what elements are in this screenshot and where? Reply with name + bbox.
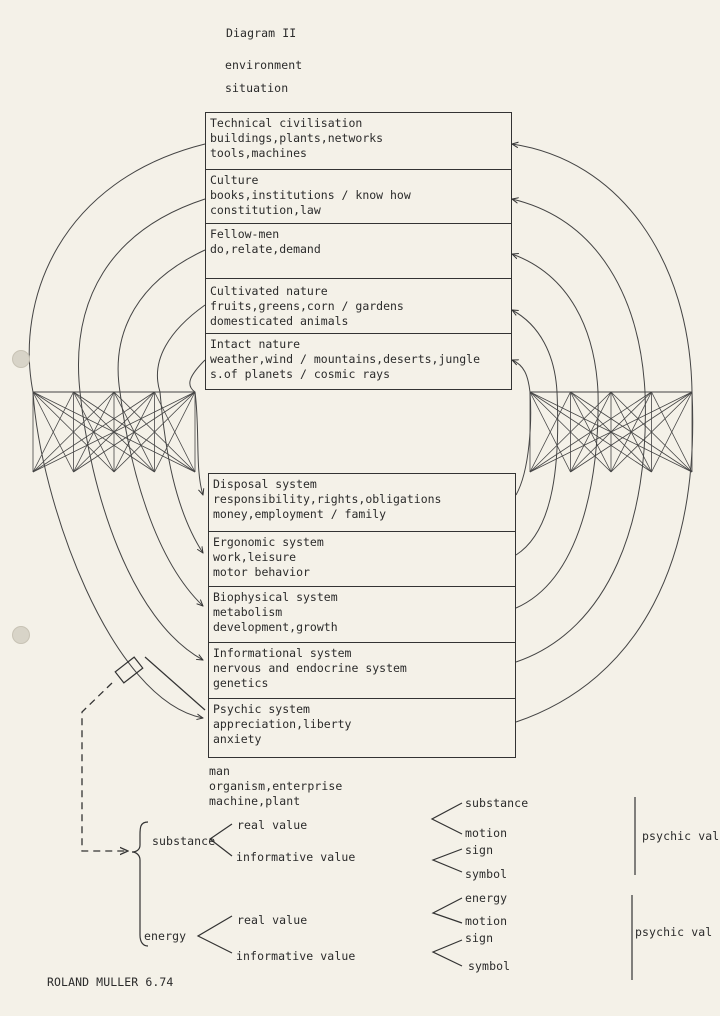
sys-line: appreciation,liberty — [213, 717, 352, 731]
tree-informative-value-1: informative value — [236, 850, 356, 864]
env-line: s.of planets / cosmic rays — [210, 367, 391, 381]
sys-line: responsibility,rights,obligations — [213, 492, 442, 506]
sys-title: Ergonomic system — [213, 535, 324, 549]
tree-informative-value-2: informative value — [236, 949, 356, 963]
left-arc-1 — [29, 144, 205, 718]
env-title: Technical civilisation — [210, 116, 363, 130]
sys-line: genetics — [213, 676, 269, 690]
env-line: weather,wind / mountains,deserts,jungle — [210, 352, 481, 366]
env-fellow-men — [206, 223, 511, 278]
sys-title: Psychic system — [213, 702, 310, 716]
env-line: buildings,plants,networks — [210, 131, 384, 145]
man-machine-label: machine,plant — [209, 794, 301, 808]
right-arc-3 — [512, 254, 598, 608]
env-title: Culture — [210, 173, 259, 187]
sys-line: motor behavior — [213, 565, 310, 579]
tree-real-value-2: real value — [237, 913, 308, 927]
tree-substance: substance — [152, 834, 216, 848]
sys-line: nervous and endocrine system — [213, 661, 407, 675]
sys-biophysical — [209, 586, 515, 642]
sys-title: Disposal system — [213, 477, 317, 491]
env-line: do,relate,demand — [210, 242, 321, 256]
header-environment: environment — [225, 58, 303, 72]
classification-tree — [132, 797, 635, 980]
punch-hole-top — [12, 350, 30, 368]
man-label: man — [209, 764, 231, 778]
tree-energy: energy — [144, 929, 187, 943]
tree-sign-2: sign — [465, 931, 494, 945]
diagram-title: Diagram II — [226, 26, 297, 40]
sys-line: anxiety — [213, 732, 262, 746]
tree-motion-2: motion — [465, 914, 508, 928]
tree-sign-1: sign — [465, 843, 494, 857]
punch-hole-bottom — [12, 626, 30, 644]
env-culture — [206, 169, 511, 223]
env-line: fruits,greens,corn / gardens — [210, 299, 404, 313]
sys-ergonomic — [209, 531, 515, 586]
sys-title: Biophysical system — [213, 590, 338, 604]
right-crossing-lattice — [530, 392, 692, 472]
env-cultivated-nature — [206, 278, 511, 333]
dashed-arrow — [82, 683, 128, 851]
sys-title: Informational system — [213, 646, 352, 660]
env-intact-nature — [206, 333, 511, 389]
env-title: Cultivated nature — [210, 284, 328, 298]
right-arc-2 — [512, 199, 645, 662]
left-arc-5 — [190, 360, 205, 495]
man-organism-label: organism,enterprise — [209, 779, 343, 793]
sys-line: metabolism — [213, 605, 283, 619]
systems-box — [208, 473, 516, 758]
env-title: Intact nature — [210, 337, 301, 351]
left-arc-3 — [118, 250, 205, 606]
env-title: Fellow-men — [210, 227, 280, 241]
right-arc-1 — [512, 144, 693, 722]
env-line: tools,machines — [210, 146, 307, 160]
sys-line: development,growth — [213, 620, 338, 634]
tree-symbol-2: symbol — [468, 959, 511, 973]
env-line: constitution,law — [210, 203, 321, 217]
tree-symbol-1: symbol — [465, 867, 508, 881]
tree-sub-energy: energy — [465, 891, 508, 905]
sys-line: work,leisure — [213, 550, 297, 564]
header-situation: situation — [225, 81, 289, 95]
env-line: domesticated animals — [210, 314, 349, 328]
env-line: books,institutions / know how — [210, 188, 411, 202]
sys-disposal — [209, 474, 515, 531]
left-crossing-lattice — [33, 392, 195, 472]
author-signature: ROLAND MULLER 6.74 — [47, 975, 174, 989]
sys-psychic — [209, 698, 515, 757]
tree-sub-substance: substance — [465, 796, 529, 810]
sys-line: money,employment / family — [213, 507, 387, 521]
psychic-value-2: psychic val — [635, 925, 713, 939]
tree-motion-1: motion — [465, 826, 508, 840]
psychic-value-1: psychic val — [642, 829, 720, 843]
tree-real-value-1: real value — [237, 818, 308, 832]
connector-symbol — [115, 657, 205, 710]
env-technical-civilisation — [206, 113, 511, 169]
sys-informational — [209, 642, 515, 698]
environment-box — [205, 112, 512, 390]
